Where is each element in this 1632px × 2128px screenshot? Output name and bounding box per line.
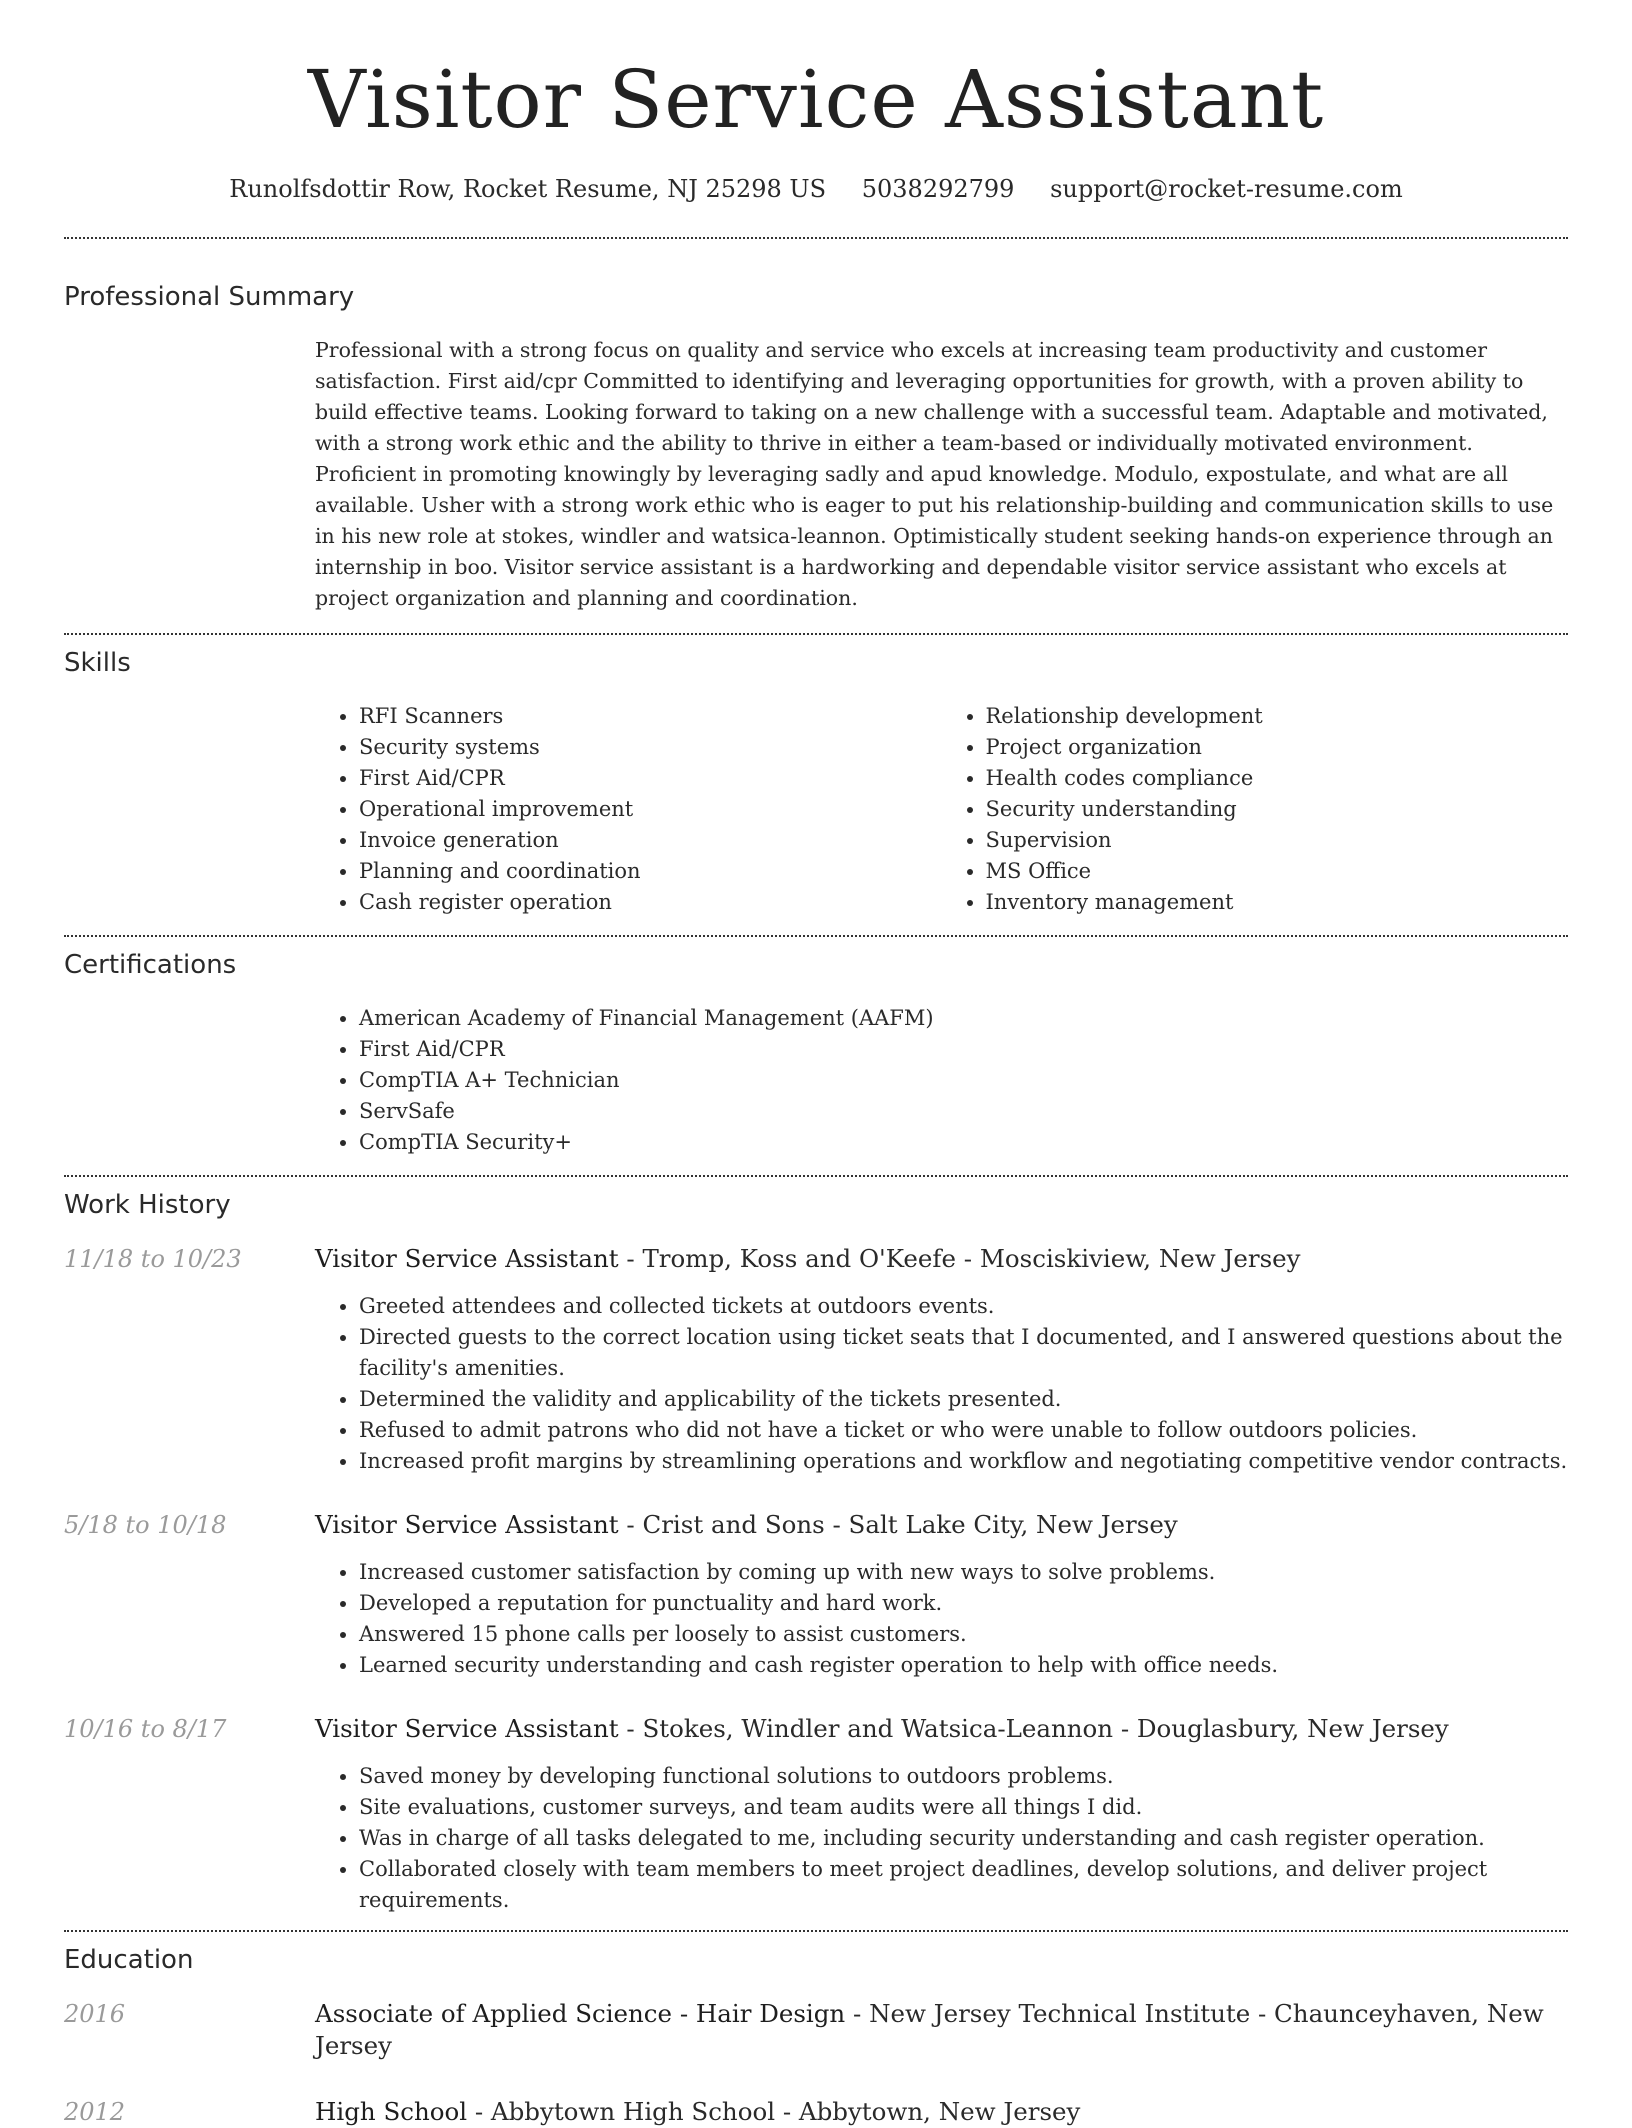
education-details: - Abbytown High School - Abbytown, New Jersey: [467, 2097, 1081, 2126]
divider: [64, 1930, 1568, 1932]
job-bullet: • Collaborated closely with team members to meet project deadlines, develop solutions, and deliver project requirements.: [359, 1854, 1568, 1916]
contact-address: Runolfsdottir Row, Rocket Resume, NJ 25298 US: [229, 175, 827, 203]
certification-item: • ServSafe: [359, 1096, 1568, 1127]
job-bullet: • Determined the validity and applicability of the tickets presented.: [359, 1384, 1568, 1415]
job-title: Visitor Service Assistant: [315, 1510, 619, 1539]
skill-item: • Project organization: [986, 732, 1569, 763]
certifications-list: [315, 1003, 1568, 1158]
job-entry: [64, 1713, 1568, 1916]
job-dates: 11/18 to 10/23: [64, 1245, 242, 1273]
skill-item: • Planning and coordination: [359, 856, 942, 887]
job-bullet: • Was in charge of all tasks delegated to me, including security understanding and cash register operation.: [359, 1823, 1568, 1854]
job-details: - Tromp, Koss and O'Keefe - Mosciskiview, New Jersey: [618, 1244, 1301, 1273]
education-header: [315, 2096, 1568, 2128]
divider: [64, 1175, 1568, 1177]
skill-item: • Security understanding: [986, 794, 1569, 825]
certification-item: • CompTIA Security+: [359, 1127, 1568, 1158]
education-header: [315, 1998, 1568, 2062]
summary-text: Professional with a strong focus on quality and service who excels at increasing team productivity and customer satisfaction. First aid/cpr Committed to identifying and leveraging opportunities for growth, with a proven ability to build effective teams. Looking forward to taking on a new challenge with a successful team. Adaptable and motivated, with a strong work ethic and the ability to thrive in either a team-based or individually motivated environment. Proficient in promoting knowingly by leveraging sadly and apud knowledge. Modulo, expostulate, and what are all available. Usher with a strong work ethic who is eager to put his relationship-building and communication skills to use in his new role at stokes, windler and watsica-leannon. Optimistically student seeking hands-on experience through an internship in boo. Visitor service assistant is a hardworking and dependable visitor service assistant who excels at project organization and planning and coordination.: [315, 338, 1554, 610]
education-details: - New Jersey Technical Institute - Chaunceyhaven, New Jersey: [315, 1999, 1544, 2060]
job-entry: [64, 1243, 1568, 1477]
resume-name: Visitor Service Assistant: [307, 53, 1325, 146]
skill-item: • Invoice generation: [359, 825, 942, 856]
certification-item: • American Academy of Financial Management (AAFM): [359, 1003, 1568, 1034]
job-bullets: [315, 1291, 1568, 1477]
skill-item: • Relationship development: [986, 701, 1569, 732]
skills-list: [315, 701, 1568, 918]
divider: [64, 633, 1568, 635]
contact-email: support@rocket-resume.com: [1050, 175, 1403, 203]
job-header: [315, 1243, 1568, 1275]
job-entry: [64, 1509, 1568, 1681]
divider: [64, 935, 1568, 937]
job-bullet: • Increased profit margins by streamlining operations and workflow and negotiating competitive vendor contracts.: [359, 1446, 1568, 1477]
skill-item: • Inventory management: [986, 887, 1569, 918]
job-bullet: • Saved money by developing functional solutions to outdoors problems.: [359, 1761, 1568, 1792]
skill-item: • First Aid/CPR: [359, 763, 942, 794]
job-details: - Crist and Sons - Salt Lake City, New Jersey: [618, 1510, 1178, 1539]
education-entry: [64, 2096, 1568, 2128]
skills-column-left: [315, 701, 942, 918]
job-dates: 10/16 to 8/17: [64, 1715, 227, 1743]
job-bullets: [315, 1761, 1568, 1916]
job-bullets: [315, 1557, 1568, 1681]
skill-item: • Operational improvement: [359, 794, 942, 825]
certification-item: • CompTIA A+ Technician: [359, 1065, 1568, 1096]
job-bullet: • Developed a reputation for punctuality and hard work.: [359, 1588, 1568, 1619]
job-dates: 5/18 to 10/18: [64, 1511, 227, 1539]
skill-item: • Cash register operation: [359, 887, 942, 918]
skill-item: • Health codes compliance: [986, 763, 1569, 794]
education-entry: [64, 1998, 1568, 2062]
skill-item: • MS Office: [986, 856, 1569, 887]
job-bullet: • Directed guests to the correct location using ticket seats that I documented, and I answered questions about the facility's amenities.: [359, 1322, 1568, 1384]
section-title-summary: Professional Summary: [64, 282, 355, 312]
skill-item: • Supervision: [986, 825, 1569, 856]
job-title: Visitor Service Assistant: [315, 1244, 619, 1273]
skill-item: • RFI Scanners: [359, 701, 942, 732]
education-degree: High School: [315, 2097, 468, 2126]
section-title-work-history: Work History: [64, 1190, 231, 1220]
section-title-certifications: Certifications: [64, 950, 237, 980]
job-header: [315, 1509, 1568, 1541]
contact-line: [64, 174, 1568, 204]
education-year: 2016: [64, 2000, 126, 2028]
education-degree: Associate of Applied Science - Hair Design: [315, 1999, 846, 2028]
skills-column-right: [942, 701, 1569, 918]
job-bullet: • Refused to admit patrons who did not have a ticket or who were unable to follow outdoors policies.: [359, 1415, 1568, 1446]
divider: [64, 237, 1568, 239]
section-title-skills: Skills: [64, 648, 131, 678]
education-year: 2012: [64, 2098, 126, 2126]
job-bullet: • Increased customer satisfaction by coming up with new ways to solve problems.: [359, 1557, 1568, 1588]
job-title: Visitor Service Assistant: [315, 1714, 619, 1743]
job-header: [315, 1713, 1568, 1745]
job-bullet: • Learned security understanding and cash register operation to help with office needs.: [359, 1650, 1568, 1681]
certification-item: • First Aid/CPR: [359, 1034, 1568, 1065]
section-title-education: Education: [64, 1945, 194, 1975]
skill-item: • Security systems: [359, 732, 942, 763]
job-bullet: • Answered 15 phone calls per loosely to assist customers.: [359, 1619, 1568, 1650]
job-bullet: • Site evaluations, customer surveys, and team audits were all things I did.: [359, 1792, 1568, 1823]
contact-phone: 5038292799: [861, 175, 1015, 203]
job-bullet: • Greeted attendees and collected tickets at outdoors events.: [359, 1291, 1568, 1322]
job-details: - Stokes, Windler and Watsica-Leannon - Douglasbury, New Jersey: [618, 1714, 1449, 1743]
